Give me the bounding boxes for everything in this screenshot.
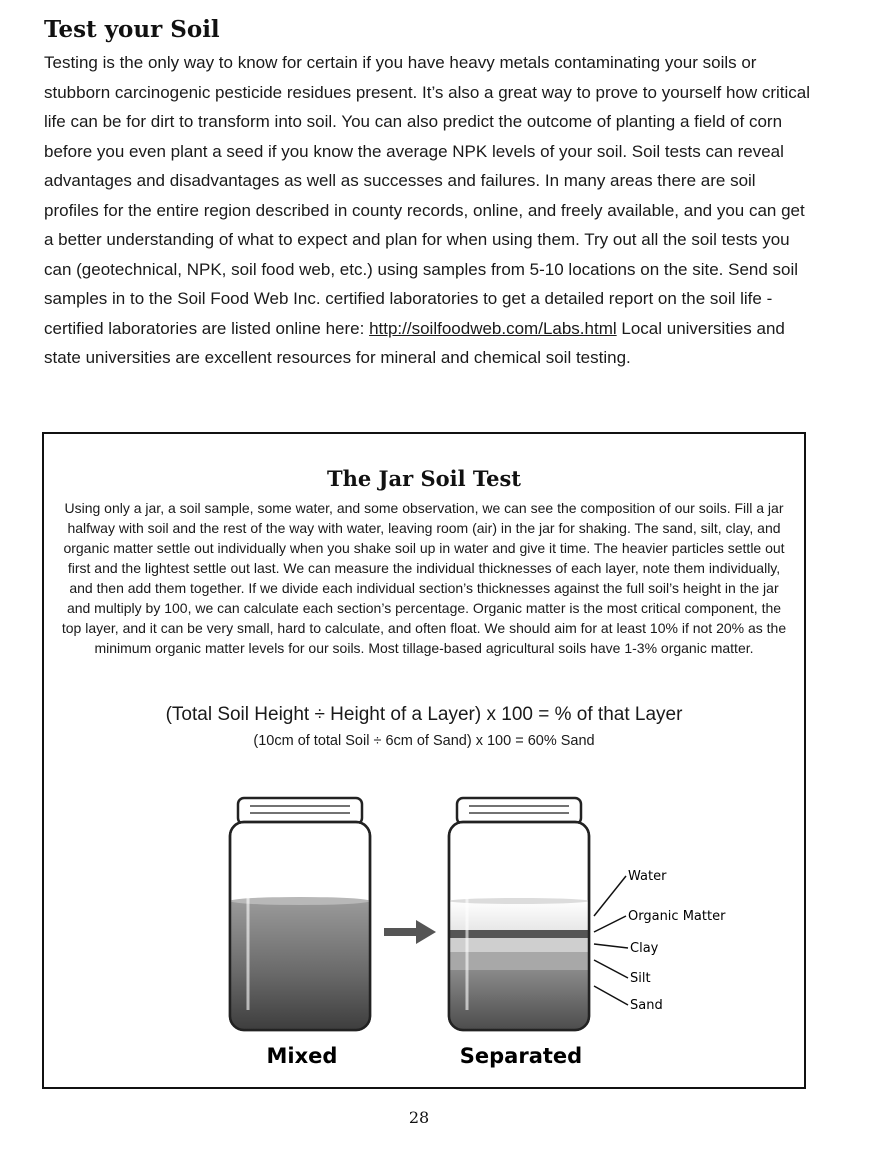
layer-label-organic-matter: Organic Matter bbox=[628, 909, 726, 924]
layer-label-sand: Sand bbox=[630, 998, 663, 1013]
layer-label-clay: Clay bbox=[630, 941, 659, 956]
jar-test-body: Using only a jar, a soil sample, some water, and some observation, we can see the composition of our soils. Fill a jar halfway with soil and the rest of the way with water, leaving room (air) in the jar for shaking. The sand, silt, clay, and organic matter settle out individually when you shake soil up in water and give it time. The heavier particles settle out first and the lightest settle out last. We can measure the individual thicknesses of each layer, note them individually, and then add them together. If we divide each individual section’s thicknesses against the full soil’s height in the jar and multiply by 100, we can calculate each section’s percentage. Organic matter is the most critical component, the top layer, and it can be very small, hard to calculate, and often float. We should aim for at least 10% if not 20% as the minimum organic matter levels for our soils. Most tillage-based agricultural soils have 1-3% organic matter. bbox=[61, 500, 787, 656]
intro-text: Testing is the only way to know for certain if you have heavy metals contaminating your soils or stubborn carcinogenic pesticide residues present. It’s also a great way to prove to yourself how critical life can be for dirt to transform into soil. You can also predict the outcome of planting a field of corn before you even plant a seed if you know the average NPK levels of your soil. Soil tests can reveal advantages and disadvantages as well as successes and failures. In many areas there are soil profiles for the entire region described in county records, online, and freely available, and you can get a better understanding of what to expect and plan for when using them. Try out all the soil tests you can (geotechnical, NPK, soil food web, etc.) using samples from 5-10 locations on the site. Send soil samples in to the Soil Food Web Inc. certified laboratories to get a detailed report on the soil life - certified laboratories are listed online here: bbox=[44, 53, 811, 338]
layer-label-water: Water bbox=[628, 869, 667, 884]
jar-test-box bbox=[42, 432, 806, 1089]
separated-label: Separated bbox=[459, 1044, 583, 1068]
page-title: Test your Soil bbox=[44, 16, 220, 43]
page-number: 28 bbox=[408, 1108, 430, 1127]
separated-jar bbox=[449, 798, 589, 1032]
intro-text-after: Local universities and state universities are excellent resources for mineral and chemical soil testing. bbox=[44, 318, 785, 367]
arrow-icon bbox=[384, 920, 436, 944]
layer-label-silt: Silt bbox=[630, 971, 651, 986]
jar-illustration bbox=[44, 774, 804, 1074]
mixed-label: Mixed bbox=[266, 1044, 338, 1068]
intro-paragraph bbox=[44, 48, 814, 373]
mixed-jar bbox=[230, 798, 370, 1032]
labs-link[interactable]: http://soilfoodweb.com/Labs.html bbox=[369, 318, 617, 338]
formula-example: (10cm of total Soil ÷ 6cm of Sand) x 100 = 60% Sand bbox=[253, 733, 595, 749]
jar-test-title: The Jar Soil Test bbox=[326, 466, 522, 491]
formula: (Total Soil Height ÷ Height of a Layer) x 100 = % of that Layer bbox=[165, 704, 683, 725]
